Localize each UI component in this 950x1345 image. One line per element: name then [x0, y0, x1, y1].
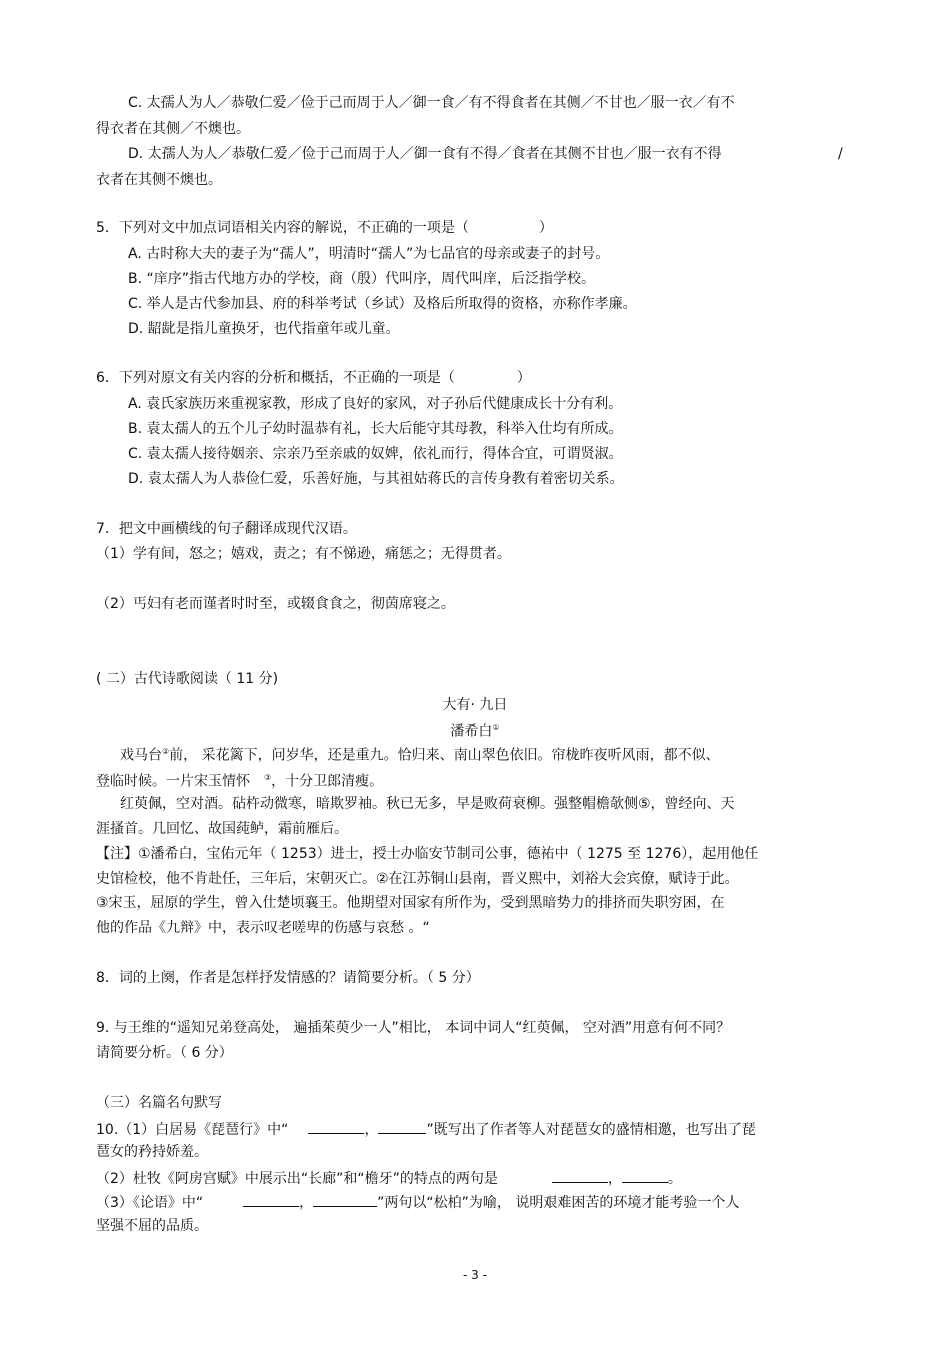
q6-stem-text: 6．下列对原文有关内容的分析和概括，不正确的一项是（ — [96, 370, 455, 386]
q10-3-blank-a[interactable] — [243, 1192, 299, 1207]
poem-note-line-4: 他的作品《九辩》中，表示叹老嗟卑的伤感与哀愁 。“ — [96, 920, 430, 936]
poem-note-line-2: 史馆检校，他不肯赴任，三年后，宋朝灭亡。②在江苏铜山县南，晋义熙中，刘裕大会宾僚，赋诗于此。 — [96, 871, 739, 887]
q10-1-blank-a[interactable] — [308, 1119, 364, 1134]
q10-3-prefix: （3）《论语》中“ — [96, 1195, 204, 1211]
q4-option-d-line1: D. 太孺人为人／恭敬仁爱／俭于己而周于人／御一食有不得／食者在其侧不甘也／服一衣有不得 — [128, 146, 722, 162]
page-number: - 3 - — [463, 1268, 487, 1282]
q10-3-line-2: 坚强不屈的品质。 — [96, 1218, 208, 1234]
q10-3-line-1 — [96, 1192, 739, 1212]
poem-author — [0, 719, 950, 741]
poem-line-2b: ，十分卫郎清瘦。 — [271, 773, 384, 790]
q10-1-suffix: ”既写出了作者等人对琵琶女的盛情相邀，也写出了琵 — [426, 1122, 756, 1138]
q10-3-suffix: ”两句以“松柏”为喻， 说明艰难困苦的环境才能考验一个人 — [377, 1195, 740, 1211]
q10-1-blank-b[interactable] — [378, 1119, 426, 1134]
poem-line-1 — [120, 743, 720, 765]
q10-1-line-2: 琶女的矜持娇羞。 — [96, 1144, 208, 1160]
poem-line-2 — [96, 769, 383, 791]
q5-stem — [96, 219, 553, 237]
q10-3-blank-b[interactable] — [313, 1192, 377, 1207]
q6-option-d: D. 袁太孺人为人恭俭仁爱，乐善好施，与其祖姑蒋氏的言传身教有着密切关系。 — [128, 471, 624, 487]
q10-2-comma: ， — [607, 1171, 622, 1187]
mingju-section-heading: （三）名篇名句默写 — [96, 1095, 222, 1111]
q5-option-b: B. “庠序”指古代地方办的学校，商（殷）代叫序，周代叫庠，后泛指学校。 — [128, 271, 596, 287]
poem-line-4: 涯搔首。几回忆、故国莼鲈，霜前雁后。 — [96, 821, 348, 837]
poem-note-3: ③ — [264, 773, 272, 782]
q4-option-d-slash: / — [838, 146, 843, 162]
q10-2-blank-b[interactable] — [622, 1168, 668, 1183]
q7-sentence-1: （1）学有间，怒之；嬉戏，责之；有不悌逊，痛惩之；无得贯者。 — [96, 546, 511, 562]
q6-stem-end: ） — [516, 370, 531, 386]
q10-2-blank-a[interactable] — [552, 1168, 608, 1183]
q9-line-2: 请简要分析。（ 6 分） — [96, 1045, 233, 1061]
poem-line-3: 红萸佩，空对酒。砧杵动微寒，暗欺罗袖。秋已无多，早是败荷衰柳。强整帽檐欹侧⑤，曾经向、天 — [120, 796, 735, 812]
q8-text: 8．词的上阕，作者是怎样抒发情感的？请简要分析。（ 5 分） — [96, 970, 480, 986]
q6-option-c: C. 袁太孺人接待姻亲、宗亲乃至亲戚的奴婢，依礼而行，得体合宜，可谓贤淑。 — [128, 446, 623, 462]
poem-line-1a: 戏马台 — [120, 747, 162, 764]
q4-option-c-line1: C. 太孺人为人／恭敬仁爱／俭于己而周于人／御一食／有不得食者在其侧／不甘也／服一衣／有不 — [128, 95, 735, 111]
poem-author-note: ① — [492, 723, 500, 732]
poem-note-2: ② — [162, 747, 170, 756]
q4-option-d-line2: 衣者在其侧不燠也。 — [96, 172, 222, 188]
poem-line-2a: 登临时候。一片宋玉情怀 — [96, 773, 250, 790]
q5-option-c: C. 举人是古代参加县、府的科举考试（乡试）及格后所取得的资格，亦称作孝廉。 — [128, 296, 637, 312]
q10-1-line-1 — [96, 1119, 756, 1139]
q6-option-a: A. 袁氏家族历来重视家教，形成了良好的家风，对子孙后代健康成长十分有利。 — [128, 396, 623, 412]
q7-sentence-2: （2）丐妇有老而谨者时时至，或辍食食之，彻茵席寝之。 — [96, 596, 455, 612]
q7-stem: 7．把文中画横线的句子翻译成现代汉语。 — [96, 521, 357, 537]
q10-2-end: 。 — [667, 1171, 682, 1187]
q10-2-line — [96, 1168, 682, 1188]
poem-author-name: 潘希白 — [450, 723, 493, 740]
q5-stem-text: 5．下列对文中加点词语相关内容的解说，不正确的一项是（ — [96, 220, 469, 236]
q4-option-c-line2: 得衣者在其侧／不燠也。 — [96, 121, 250, 137]
q10-2-prefix: （2）杜牧《阿房宫赋》中展示出“长廊”和“檐牙”的特点的两句是 — [96, 1171, 498, 1187]
q5-stem-end: ） — [538, 220, 553, 236]
poem-note-line-1: 【注】①潘希白，宝佑元年（ 1253）进士，授士办临安节制司公事，德祐中（ 1275 至 1276），起用他任 — [96, 846, 759, 862]
q5-option-d: D. 龆龀是指儿童换牙，也代指童年或儿童。 — [128, 321, 400, 337]
poem-title: 大有· 九日 — [442, 697, 508, 713]
q6-stem — [96, 369, 531, 387]
poem-note-line-3: ③宋玉，屈原的学生，曾入仕楚顷襄王。他期望对国家有所作为，受到黑暗势力的排挤而失职穷困，在 — [96, 895, 725, 911]
poem-section-heading: ( 二）古代诗歌阅读（ 11 分) — [96, 671, 279, 687]
q9-line-1: 9. 与王维的“遥知兄弟登高处， 遍插茱萸少一人”相比， 本词中词人“红萸佩， 空对酒”用意有何不同？ — [96, 1020, 731, 1036]
q5-option-a: A. 古时称大夫的妻子为“孺人”，明清时“孺人”为七品官的母亲或妻子的封号。 — [128, 246, 610, 262]
q6-option-b: B. 袁太孺人的五个儿子幼时温恭有礼，长大后能守其母教，科举入仕均有所成。 — [128, 421, 623, 437]
poem-line-1b: 前， 采花篱下，问岁华，还是重九。恰归来、南山翠色依旧。帘栊昨夜听风雨，都不似、 — [169, 747, 720, 764]
q10-1-comma: ， — [364, 1122, 379, 1138]
q10-1-prefix: 10.（1）白居易《琵琶行》中“ — [96, 1122, 289, 1138]
q10-3-comma: ， — [299, 1195, 314, 1211]
